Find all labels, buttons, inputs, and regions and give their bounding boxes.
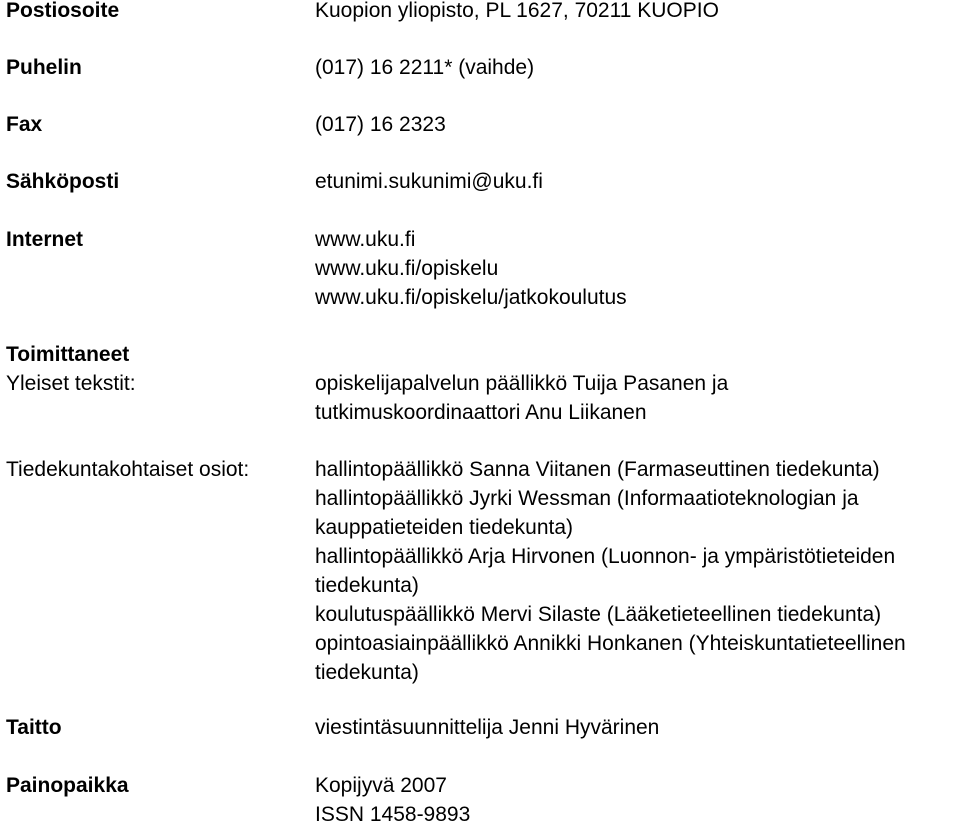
phone-label: Puhelin (6, 56, 82, 79)
faculty-section-line: hallintopäällikkö Arja Hirvonen (Luonnon- ja ympäristötieteiden (315, 545, 896, 568)
layout-label: Taitto (6, 716, 62, 739)
printing-values (315, 771, 470, 829)
internet-url: www.uku.fi (315, 228, 416, 251)
general-texts-line: tutkimuskoordinaattori Anu Liikanen (315, 401, 647, 424)
general-texts-line: opiskelijapalvelun päällikkö Tuija Pasanen ja (315, 372, 729, 395)
printing-line: Kopijyvä 2007 (315, 774, 447, 797)
faculty-section-line: opintoasiainpäällikkö Annikki Honkanen (Yhteiskuntatieteellinen (315, 632, 906, 655)
email-label: Sähköposti (6, 170, 120, 193)
general-texts-values (315, 369, 728, 427)
general-texts-label: Yleiset tekstit: (6, 372, 136, 395)
postal-address-value: Kuopion yliopisto, PL 1627, 70211 KUOPIO (315, 0, 719, 22)
faculty-section-line: kauppatieteiden tiedekunta) (315, 516, 574, 539)
phone-value: (017) 16 2211* (vaihde) (315, 56, 535, 79)
faculty-section-line: tiedekunta) (315, 574, 419, 597)
layout-value: viestintäsuunnittelija Jenni Hyvärinen (315, 716, 660, 739)
faculty-sections-label: Tiedekuntakohtaiset osiot: (6, 458, 250, 481)
fax-value: (017) 16 2323 (315, 113, 446, 136)
issn-line: ISSN 1458-9893 (315, 803, 471, 826)
internet-url: www.uku.fi/opiskelu (315, 257, 499, 280)
email-value: etunimi.sukunimi@uku.fi (315, 170, 543, 193)
faculty-section-line: hallintopäällikkö Sanna Viitanen (Farmaseuttinen tiedekunta) (315, 458, 880, 481)
postal-address-label: Postiosoite (6, 0, 120, 22)
internet-label: Internet (6, 228, 84, 251)
printing-label: Painopaikka (6, 774, 129, 797)
editors-label: Toimittaneet (6, 343, 130, 366)
internet-values (315, 225, 627, 312)
faculty-section-line: koulutuspäällikkö Mervi Silaste (Lääketieteellinen tiedekunta) (315, 603, 882, 626)
faculty-section-line: tiedekunta) (315, 661, 419, 684)
internet-url: www.uku.fi/opiskelu/jatkokoulutus (315, 286, 627, 309)
fax-label: Fax (6, 113, 43, 136)
faculty-section-line: hallintopäällikkö Jyrki Wessman (Informaatioteknologian ja (315, 487, 859, 510)
faculty-sections-values (315, 455, 906, 687)
